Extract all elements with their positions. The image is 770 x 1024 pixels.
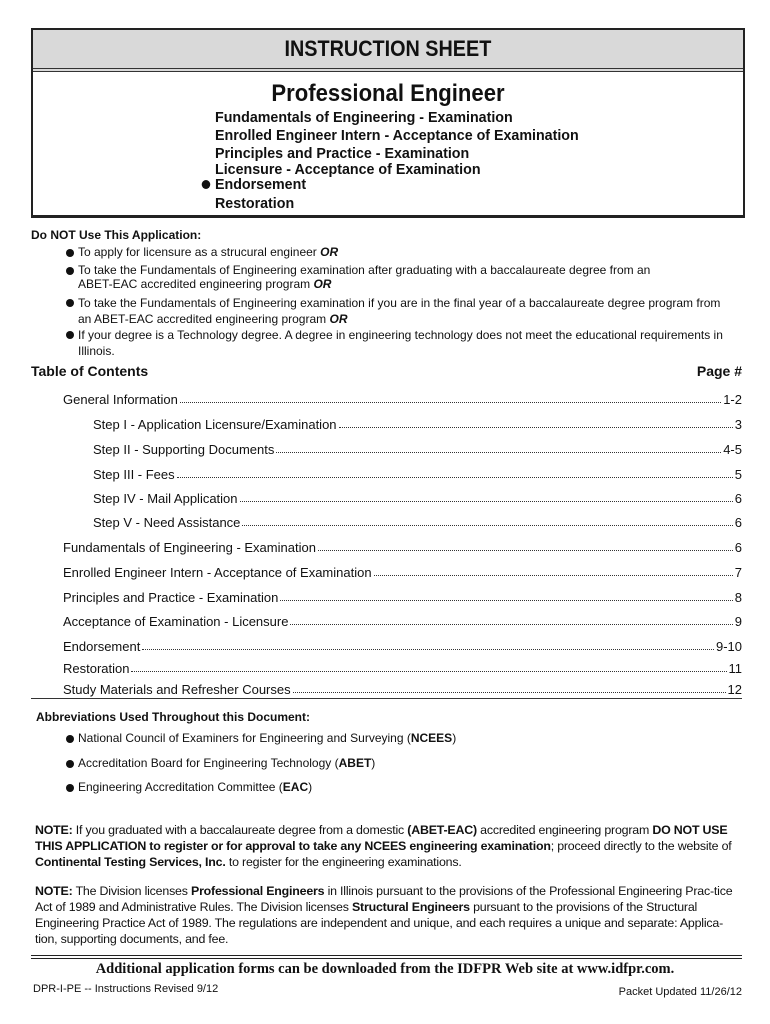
- toc-label: Step V - Need Assistance: [93, 515, 241, 530]
- toc-entry: [93, 515, 742, 530]
- header-item: Fundamentals of Engineering - Examination: [215, 109, 513, 126]
- title-band: [33, 30, 743, 72]
- toc-page: 1-2: [723, 392, 742, 407]
- dot-leader: [290, 614, 732, 625]
- document-title: INSTRUCTION SHEET: [284, 36, 492, 61]
- abbr-item: Accreditation Board for Engineering Technology (ABET): [78, 756, 376, 770]
- do-not-item: If your degree is a Technology degree. A degree in engineering technology does not meet the educational requirements in Illinois.: [78, 328, 723, 358]
- toc-entry: [93, 442, 742, 457]
- toc-page: 5: [734, 467, 742, 482]
- toc-entry: [63, 682, 742, 697]
- bullet-icon: [66, 267, 74, 275]
- toc-entry: [63, 540, 742, 555]
- toc-page: 6: [734, 540, 742, 555]
- toc-label: Endorsement: [63, 639, 141, 654]
- bullet-icon: [202, 180, 211, 189]
- toc-label: Step II - Supporting Documents: [93, 442, 275, 457]
- toc-label: General Information: [63, 392, 178, 407]
- header-box: [31, 28, 745, 218]
- header-item: Licensure - Acceptance of Examination: [215, 161, 481, 178]
- toc-label: Step III - Fees: [93, 467, 175, 482]
- toc-entry: [93, 417, 742, 432]
- idfpr-link[interactable]: www.idfpr.com: [576, 961, 671, 977]
- dot-leader: [240, 491, 733, 502]
- do-not-item: To take the Fundamentals of Engineering examination after graduating with a baccalaureate degree from an ABET-EAC accredited engineering program OR: [78, 263, 651, 291]
- bullet-icon: [66, 249, 74, 257]
- toc-page: 3: [734, 417, 742, 432]
- toc-page: 9: [734, 614, 742, 629]
- note-division: NOTE: The Division licenses Professional Engineers in Illinois pursuant to the provisions of the Professional Engineering Prac-tice Act of 1989 and Administrative Rules. The Division licenses Structural Engineers pursuant to the provisions of the Structural Engineering Practice Act of 1989. The regulations are independent and unique, and each requires a unique and separate: Applica-tion, supporting documents, and fee.: [35, 884, 733, 946]
- toc-entry: [63, 565, 742, 580]
- dot-leader: [318, 540, 733, 551]
- toc-page: 4-5: [723, 442, 742, 457]
- toc-entry: [63, 639, 742, 654]
- dot-leader: [293, 682, 726, 693]
- footer-note: Additional application forms can be downloaded from the IDFPR Web site at www.idfpr.com.: [95, 961, 675, 977]
- header-item: Principles and Practice - Examination: [215, 145, 470, 162]
- revision-note: DPR-I-PE -- Instructions Revised 9/12: [33, 983, 219, 995]
- toc-page: 8: [734, 590, 742, 605]
- toc-page-heading: Page #: [696, 363, 742, 379]
- toc-label: Step I - Application Licensure/Examination: [93, 417, 337, 432]
- packet-updated: Packet Updated 11/26/12: [618, 986, 742, 998]
- toc-label: Step IV - Mail Application: [93, 491, 238, 506]
- toc-page: 11: [728, 661, 742, 676]
- note-abet: NOTE: If you graduated with a baccalaureate degree from a domestic (ABET-EAC) accredited engineering program DO NOT USE THIS APPLICATION to register or for approval to take any NCEES engineering examination; proceed directly to the website of Continental Testing Services, Inc. to register for the engineering examinations.: [35, 823, 732, 869]
- dot-leader: [280, 590, 732, 601]
- do-not-item: To apply for licensure as a strucural engineer OR: [78, 245, 339, 259]
- toc-label: Enrolled Engineer Intern - Acceptance of Examination: [63, 565, 372, 580]
- header-item-selected: Endorsement: [215, 176, 306, 193]
- toc-entry: [63, 661, 742, 676]
- bullet-icon: [66, 299, 74, 307]
- header-item: Restoration: [215, 195, 295, 212]
- do-not-item: To take the Fundamentals of Engineering examination if you are in the final year of a baccalaureate degree program from an ABET-EAC accredited engineering program OR: [78, 296, 721, 326]
- abbr-item: National Council of Examiners for Engineering and Surveying (NCEES): [78, 731, 457, 745]
- toc-heading: Table of Contents: [31, 363, 149, 379]
- dot-leader: [180, 392, 721, 403]
- dot-leader: [131, 661, 726, 672]
- toc-page: 7: [734, 565, 742, 580]
- do-not-heading: Do NOT Use This Application:: [31, 228, 202, 242]
- toc-entry: [63, 392, 742, 407]
- footer-rule: [31, 955, 742, 959]
- toc-page: 6: [734, 491, 742, 506]
- dot-leader: [242, 515, 732, 526]
- dot-leader: [276, 442, 721, 453]
- abbr-heading: Abbreviations Used Throughout this Document:: [36, 710, 311, 724]
- toc-label: Acceptance of Examination - Licensure: [63, 614, 289, 629]
- toc-entry: [93, 467, 742, 482]
- toc-page: 6: [734, 515, 742, 530]
- toc-entry: [93, 491, 742, 506]
- dot-leader: [339, 417, 733, 428]
- toc-label: Study Materials and Refresher Courses: [63, 682, 291, 697]
- divider: [31, 698, 742, 699]
- dot-leader: [374, 565, 733, 576]
- bullet-icon: [66, 331, 74, 339]
- bullet-icon: [66, 760, 74, 768]
- document-subtitle: Professional Engineer: [271, 80, 505, 107]
- toc-label: Fundamentals of Engineering - Examination: [63, 540, 316, 555]
- toc-page: 9-10: [715, 639, 742, 654]
- toc-page: 12: [727, 682, 742, 697]
- toc-label: Principles and Practice - Examination: [63, 590, 279, 605]
- dot-leader: [177, 467, 733, 478]
- abbr-item: Engineering Accreditation Committee (EAC): [78, 780, 313, 794]
- toc-label: Restoration: [63, 661, 130, 676]
- bullet-icon: [66, 735, 74, 743]
- dot-leader: [142, 639, 714, 650]
- toc-entry: [63, 614, 742, 629]
- bullet-icon: [66, 784, 74, 792]
- toc-entry: [63, 590, 742, 605]
- header-item: Enrolled Engineer Intern - Acceptance of Examination: [215, 127, 579, 144]
